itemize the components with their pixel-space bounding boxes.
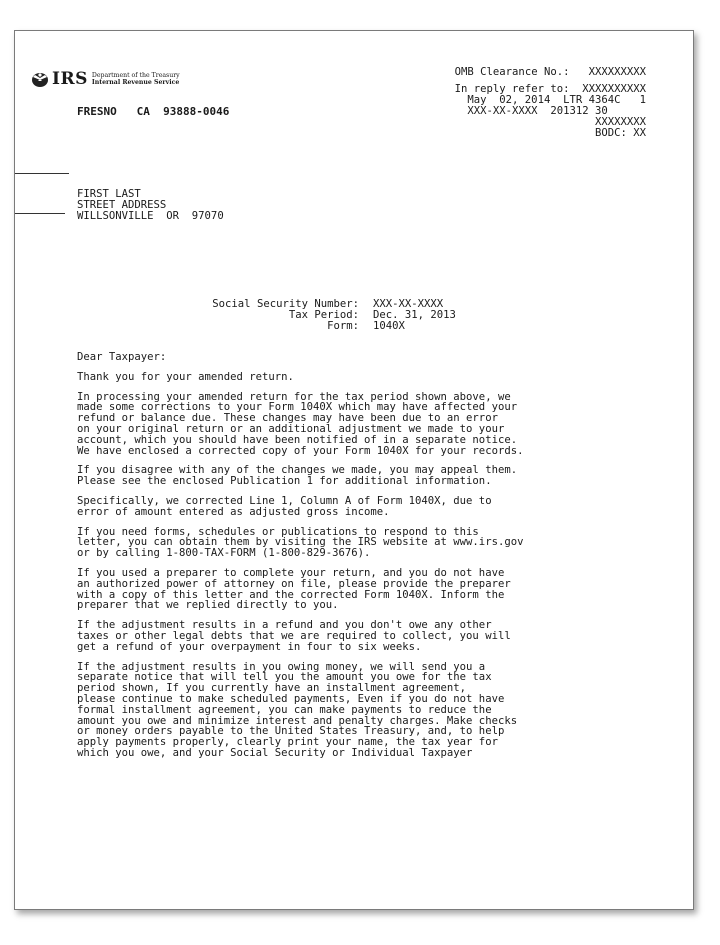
- address-line: WILLSONVILLE OR 97070: [77, 210, 224, 222]
- paragraph-line: Dear Taxpayer:: [77, 351, 167, 363]
- paragraph-line: Please see the enclosed Publication 1 for additional information.: [77, 475, 492, 488]
- paragraph-line: amount you owe and minimize interest and penalty charges. Make checks: [77, 714, 518, 727]
- letter-paragraph: [77, 465, 677, 487]
- paragraph-line: taxes or other legal debts that we are required to collect, you will: [77, 629, 511, 642]
- paragraph-line: In processing your amended return for the tax period shown above, we: [77, 390, 511, 403]
- identifier-row: [155, 310, 456, 321]
- paragraph-line: If you disagree with any of the changes we made, you may appeal them.: [77, 464, 518, 477]
- paragraph-line: with a copy of this letter and the corrected Form 1040X. Inform the: [77, 588, 505, 601]
- paragraph-line: We have enclosed a corrected copy of your Form 1040X for your records.: [77, 444, 524, 457]
- taxpayer-identifiers: [155, 299, 456, 332]
- identifier-row: [155, 321, 456, 332]
- letter-paragraph: [77, 527, 677, 559]
- paragraph-line: or money orders payable to the United States Treasury, and, to help: [77, 725, 505, 738]
- paragraph-line: get a refund of your overpayment in four to six weeks.: [77, 640, 422, 653]
- paragraph-line: made some corrections to your Form 1040X which may have affected your: [77, 401, 518, 414]
- fold-mark-top: [14, 173, 69, 174]
- identifier-label: Social Security Number:: [212, 298, 359, 310]
- paragraph-line: an authorized power of attorney on file, please provide the preparer: [77, 577, 511, 590]
- identifier-label: Tax Period:: [288, 309, 359, 321]
- paragraph-line: apply payments properly, clearly print your name, the tax year for: [77, 736, 498, 749]
- letter-page: [14, 30, 694, 910]
- irs-eagle-icon: [31, 71, 49, 88]
- recipient-address: [77, 189, 224, 222]
- paragraph-line: on your original return or an additional adjustment we made to your: [77, 422, 505, 435]
- address-line: FIRST LAST: [77, 188, 141, 200]
- paragraph-line: If you used a preparer to complete your return, and you do not have: [77, 566, 505, 579]
- reference-block: [400, 67, 646, 139]
- department-label: Department of the Treasury Internal Revenue Service: [91, 71, 180, 86]
- paragraph-line: formal installment agreement, you can make payments to reduce the: [77, 703, 492, 716]
- identifier-value: XXX-XX-XXXX: [373, 298, 444, 310]
- reference-line: In reply refer to: XXXXXXXXXX: [454, 83, 646, 95]
- fold-mark-bottom: [14, 213, 65, 214]
- reference-line: XXXXXXXX: [594, 116, 646, 128]
- letter-paragraph: [77, 392, 677, 457]
- paragraph-line: If the adjustment results in a refund and you don't owe any other: [77, 619, 492, 632]
- reference-line: May 02, 2014 LTR 4364C 1: [467, 94, 646, 106]
- reference-line: XXX-XX-XXXX 201312 30: [467, 105, 646, 117]
- paragraph-line: account, which you should have been notified of in a separate notice.: [77, 433, 518, 446]
- identifier-label: Form:: [327, 320, 359, 332]
- irs-logo-text: IRS: [52, 69, 88, 89]
- paragraph-line: If you need forms, schedules or publications to respond to this: [77, 525, 479, 538]
- address-line: STREET ADDRESS: [77, 199, 167, 211]
- identifier-value: 1040X: [373, 320, 405, 332]
- office-location: FRESNO CA 93888-0046: [77, 105, 230, 118]
- letter-paragraph: [77, 352, 677, 363]
- reference-line: OMB Clearance No.: XXXXXXXXX: [454, 66, 646, 78]
- letter-paragraph: [77, 496, 677, 518]
- paragraph-line: or by calling 1-800-TAX-FORM (1-800-829-3676).: [77, 547, 371, 560]
- identifier-value: Dec. 31, 2013: [373, 309, 456, 321]
- paragraph-line: period shown, If you currently have an installment agreement,: [77, 682, 467, 695]
- paragraph-line: separate notice that will tell you the amount you owe for the tax: [77, 671, 492, 684]
- paragraph-line: Specifically, we corrected Line 1, Column A of Form 1040X, due to: [77, 494, 492, 507]
- letter-paragraph: [77, 372, 677, 383]
- reference-line: BODC: XX: [594, 127, 646, 139]
- paragraph-line: If the adjustment results in you owing money, we will send you a: [77, 660, 486, 673]
- paragraph-line: please continue to make scheduled payments, Even if you do not have: [77, 692, 505, 705]
- irs-logo: [31, 71, 180, 88]
- letter-paragraph: [77, 568, 677, 611]
- paragraph-line: error of amount entered as adjusted gross income.: [77, 505, 390, 518]
- letter-body: [77, 352, 677, 768]
- paragraph-line: refund or balance due. These changes may have been due to an error: [77, 412, 498, 425]
- letter-paragraph: [77, 620, 677, 652]
- paragraph-line: Thank you for your amended return.: [77, 370, 294, 383]
- paragraph-line: preparer that we replied directly to you.: [77, 599, 339, 612]
- paragraph-line: letter, you can obtain them by visiting the IRS website at www.irs.gov: [77, 536, 524, 549]
- letter-paragraph: [77, 662, 677, 759]
- paragraph-line: which you owe, and your Social Security or Individual Taxpayer: [77, 746, 473, 759]
